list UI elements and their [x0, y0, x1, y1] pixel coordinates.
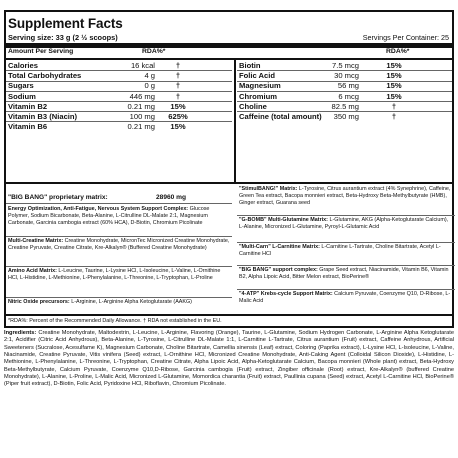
- panel-title: Supplement Facts: [8, 16, 123, 31]
- matrix-block: [239, 186, 453, 207]
- nutrient-name: Vitamin B6: [8, 122, 48, 132]
- matrix-ingredients: L-Arginine, L-Arginine Alpha Ketoglutarate (AAKG): [69, 299, 192, 305]
- nutrient-value: 446 mg: [129, 91, 155, 101]
- supplement-facts-panel: [4, 10, 454, 328]
- nutrient-value: 4 g: [144, 71, 155, 81]
- nutrient-value: 82.5 mg: [331, 101, 359, 111]
- nutrient-value: 7.5 mcg: [331, 61, 359, 70]
- matrix-title: "G-BOMB" Multi-Glutamine Matrix:: [239, 217, 328, 223]
- matrix-title: Energy Optimization, Anti-Fatigue, Nervous System Support Complex:: [8, 206, 189, 212]
- nutrient-rda: †: [175, 81, 181, 91]
- nutrient-row: [8, 122, 232, 132]
- matrix-block: [239, 217, 453, 231]
- nutrient-name: Total Carbohydrates: [8, 71, 82, 81]
- nutrient-name: Caffeine (total amount): [239, 112, 322, 121]
- nutrient-rda: 15%: [170, 101, 186, 111]
- rda-header-left: RDA%*: [142, 48, 166, 55]
- matrix-ingredients: L-Carnitine L-Tartrate, Choline Bitartrate, Acetyl L-Carnitine HCl: [239, 244, 441, 258]
- nutrient-row: [8, 71, 232, 81]
- matrix-block: [8, 206, 230, 227]
- matrix-ingredients: Glucose Polymer, Sodium Bicarbonate, Beta-Alanine, L-Citrulline DL-Malate 2:1, Magnesium Carbonate, Garcinia cambogia extract (60% HCA), D-Biotin, Chromium Picolinate: [8, 206, 210, 227]
- nutrients-bottom-rule: [6, 182, 452, 184]
- nutrient-rda: †: [391, 112, 397, 121]
- matrix-rule: [6, 297, 232, 298]
- matrix-ingredients: L-Leucine, Taurine, L-Lysine HCl, L-Isoleucine, L-Valine, L-Ornithine HCl, L-Histidine, L-Methionine, L-Phenylalanine, L-Threonine, L-Tryptophan, L-Proline: [8, 268, 221, 282]
- rda-footnote: *RDA%: Percent of the Recommended Daily Allowance. † RDA not established in the EU.: [8, 318, 222, 324]
- nutrient-rda: 15%: [170, 122, 186, 132]
- nutrient-value: 6 mcg: [338, 91, 359, 101]
- nutrient-row: [239, 112, 452, 122]
- matrix-block: [239, 291, 453, 305]
- nutrient-name: Folic Acid: [239, 71, 276, 81]
- nutrient-row: [239, 102, 452, 112]
- nutrient-rda: †: [175, 91, 181, 101]
- matrix-block: [239, 244, 453, 258]
- nutrient-name: Biotin: [239, 61, 261, 70]
- nutrient-rda: 15%: [386, 81, 402, 91]
- nutrient-row: [8, 81, 232, 91]
- nutrient-row: [8, 92, 232, 102]
- bigbang-label: "BIG BANG" proprietary matrix:: [8, 194, 108, 201]
- matrix-ingredients: Grape Seed extract, Niacinamide, Vitamin B6, Vitamin B2, Alpha Lipoic Acid, Bitter Melon extract, BioPerine®: [239, 267, 449, 281]
- header-rule: [6, 58, 452, 60]
- matrix-title: Nitric Oxide precursors:: [8, 299, 70, 305]
- matrix-rule: [237, 215, 455, 216]
- matrix-title: "4-ATP" Krebs-cycle Support Matrix:: [239, 291, 333, 297]
- nutrient-rda: †: [175, 61, 181, 70]
- nutrient-name: Choline: [239, 101, 267, 111]
- nutrient-name: Chromium: [239, 91, 277, 101]
- matrix-ingredients: Calcium Pyruvate, Coenzyme Q10, D-Ribose, L-Malic Acid: [239, 291, 451, 305]
- ingredients-list: [4, 330, 454, 389]
- nutrient-row: [239, 81, 452, 91]
- matrix-ingredients: L-Tyrosine, Citrus aurantium extract (4% Synephrine), Caffeine, Green Tea extract, Bacopa monnieri extract, Beta-Hydroxy Beta-Methylbutyrate (HMB), Ginger extract, Guarana seed: [239, 186, 451, 207]
- nutrient-row: [239, 71, 452, 81]
- nutrient-rda: †: [175, 71, 181, 81]
- matrix-title: "Multi-Carn" L-Carnitine Matrix:: [239, 244, 320, 250]
- nutrient-rda: 15%: [386, 61, 402, 70]
- nutrient-name: Sugars: [8, 81, 34, 91]
- matrix-title: Amino Acid Matrix:: [8, 268, 57, 274]
- nutrient-row: [8, 102, 232, 112]
- matrix-rule: [237, 289, 455, 290]
- nutrient-row: [8, 61, 232, 71]
- nutrient-value: 30 mcg: [334, 71, 359, 81]
- matrix-rule: [6, 266, 232, 267]
- matrix-block: [8, 299, 230, 306]
- bigbang-matrix-header: [8, 194, 215, 201]
- matrix-title: "StimulBANG!" Matrix:: [239, 186, 298, 192]
- nutrient-value: 0 g: [144, 81, 155, 91]
- nutrient-rda: 15%: [386, 71, 402, 81]
- nutrient-name: Magnesium: [239, 81, 281, 91]
- matrix-title: Multi-Creatine Matrix:: [8, 238, 64, 244]
- matrix-rule: [237, 242, 455, 243]
- matrix-ingredients: L-Glutamine, AKG (Alpha-Ketoglutarate Calcium), L-Alanine, Micronized L-Glutamine, Pyroyl-L-Glutamic Acid: [239, 217, 449, 231]
- nutrient-value: 100 mg: [129, 112, 155, 121]
- ingredients-text: Creatine Monohydrate, Maltodextrin, L-Leucine, L-Arginine, Flavoring (Orange), Taurine, L-Glutamine, Sodium Hydrogen Carbonate, L-Arginine Alpha Ketoglutarate 2:1, Acidifier (Citric Acid Anhydrous), Beta-Alanine, L-Tyrosine, L-Citrulline DL-Malate 1:1, L-Carnitine L-Tartrate, Citrus aurantium (Fruit) extract, Caffeine Anhydrous, Artificial Sweeteners (Sucralose, Acesulfame K), Magnesium Carbonate, Choline Bitartrate, Camellia sinensis (Leaf) extract, Coloring (Paprika extract), L-Lysine HCl, L-Isoleucine, L-Valine, Niacinamide, Creatine Pyruvate, Vitis vinifera (Seed) extract, L-Ornithine HCl, Micronized Creatine Monohydrate, Anti-Caking Agent (Colloidal Silicon Dioxide), L-Histidine, L-Methionine, L-Phenylalanine, L-Threonine, L-Tryptophan, Creatine Citrate, Alpha Lipoic Acid, Alpha-Ketoglutarate Calcium, Bacopa monnieri (Whole plant) extract, Beta-Hydroxy Beta-Methylbutyrate, Calcium Pyruvate, Coenzyme Q10,D-Ribose, Garcinia cambogia (Fruit) extract, Zingiber officinale (Root) extract, Kre-Alkalyn® (buffered Creatine Monohydrate), L-Alanine, L-Proline, L-Malic Acid, Micronized L-Glutamine, Momordica charantia (Fruit) extract, Paullinia cupana (Seed) extract, Acetyl L-Carnitine HCl, BioPerine® (Piper fruit extract), D-Biotin, Folic Acid, Pyridoxine HCl, Riboflavin, Chromium Picolinate.: [4, 330, 454, 388]
- nutrient-value: 56 mg: [337, 81, 359, 91]
- nutrient-row: [239, 92, 452, 102]
- matrix-bottom-rule: [6, 314, 452, 316]
- serving-size: Serving size: 33 g (2 ½ scoops): [8, 33, 118, 42]
- nutrient-row: [8, 112, 232, 122]
- ingredients-label: Ingredients:: [4, 330, 37, 336]
- matrix-title: "BIG BANG" support complex:: [239, 267, 318, 273]
- nutrient-rda: †: [391, 101, 397, 111]
- nutrient-name: Sodium: [8, 91, 36, 101]
- nutrient-value: 16 kcal: [130, 61, 155, 70]
- matrix-rule: [237, 265, 455, 266]
- bigbang-rule: [6, 203, 232, 204]
- rda-header-right: RDA%*: [386, 48, 410, 55]
- matrix-block: [8, 268, 230, 282]
- nutrient-value: 0.21 mg: [127, 101, 155, 111]
- nutrient-name: Calories: [8, 61, 38, 70]
- nutrient-rda: 15%: [386, 91, 402, 101]
- nutrient-name: Vitamin B2: [8, 101, 48, 111]
- column-divider: [234, 60, 236, 182]
- matrix-block: [239, 267, 453, 281]
- nutrient-value: 0.21 mg: [127, 122, 155, 132]
- nutrient-rda: 625%: [168, 112, 188, 121]
- servings-per-container: Servings Per Container: 25: [362, 33, 449, 42]
- nutrient-name: Vitamin B3 (Niacin): [8, 112, 78, 121]
- nutrient-row: [239, 61, 452, 71]
- bigbang-amount: 28960 mg: [156, 194, 187, 201]
- amount-per-serving-header: Amount Per Serving: [8, 48, 74, 55]
- nutrient-value: 350 mg: [333, 112, 359, 121]
- matrix-ingredients: Creatine Monohydrate, MicronTec Micronized Creatine Monohydrate, Creatine Pyruvate, Creatine Citrate, Kre-Alkalyn® (Buffered Creatine Monohydrate): [8, 238, 230, 252]
- matrix-rule: [6, 236, 232, 237]
- matrix-block: [8, 238, 230, 252]
